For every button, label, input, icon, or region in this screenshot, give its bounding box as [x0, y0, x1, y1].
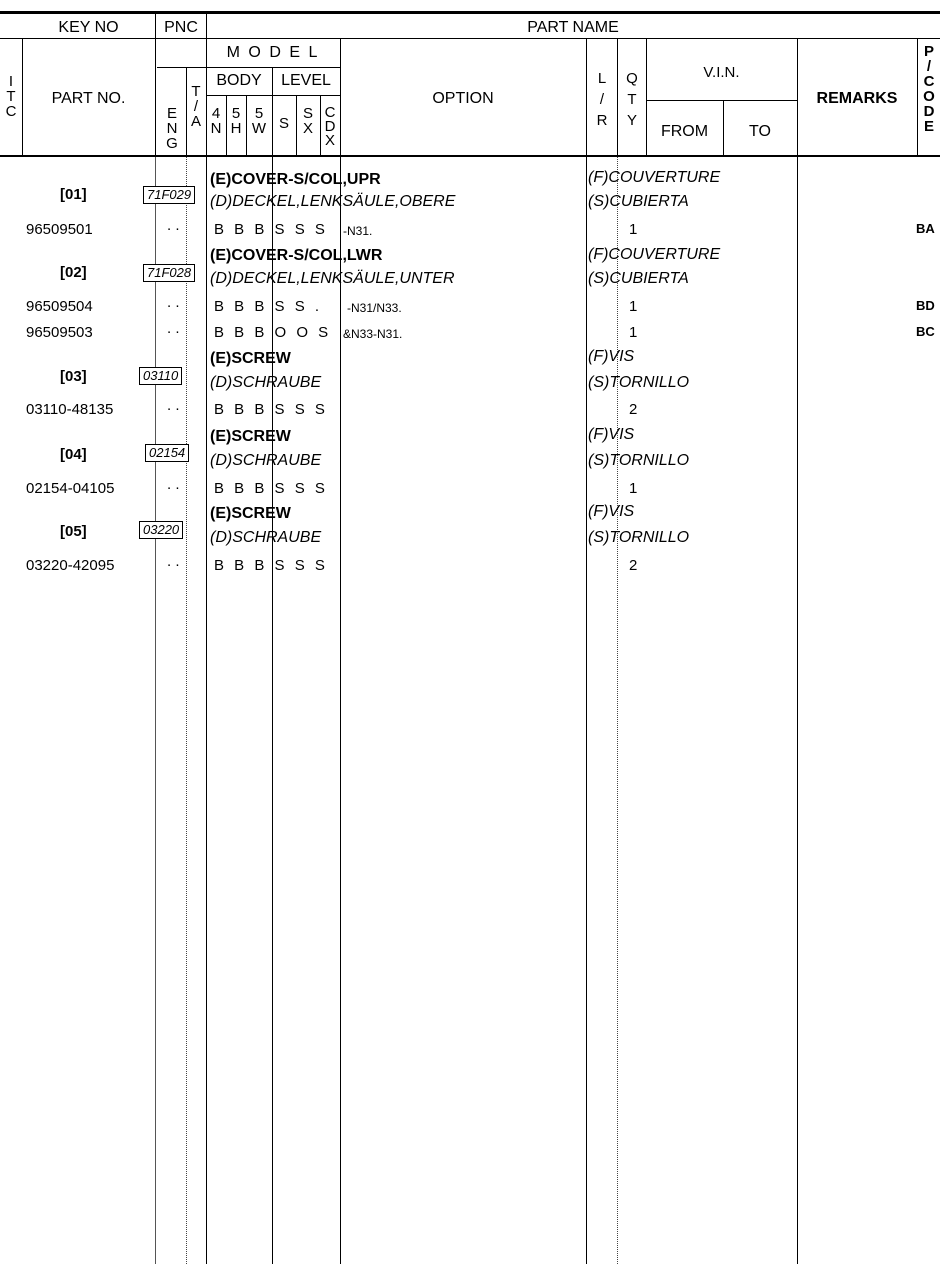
level-col-cdx: C D X [324, 104, 336, 149]
model-codes: B B B O O S [214, 324, 332, 341]
vin-from-header: FROM [660, 123, 709, 140]
name-spanish: (S)CUBIERTA [588, 270, 689, 287]
option-header: OPTION [432, 90, 494, 107]
key-no: [01] [60, 186, 87, 203]
name-french: (F)COUVERTURE [588, 169, 721, 186]
key-no: [03] [60, 368, 87, 385]
name-french: (F)COUVERTURE [588, 246, 721, 263]
quantity: 1 [629, 221, 638, 238]
eng-ta-dots: . . [167, 294, 180, 311]
body-line-option [340, 157, 341, 1264]
eng-ta-dots: . . [167, 553, 180, 570]
name-german: (D)SCHRAUBE [210, 374, 322, 391]
top-rule [0, 11, 940, 14]
model-codes: B B B S S S [214, 557, 328, 574]
name-spanish: (S)TORNILLO [588, 452, 690, 469]
name-spanish: (S)TORNILLO [588, 374, 690, 391]
part-no: 96509501 [26, 221, 93, 238]
model-codes: B B B S S S [214, 221, 328, 238]
body-dotted-ta [186, 157, 187, 1264]
eng-ta-dots: . . [167, 476, 180, 493]
option-code: -N31/N33. [347, 301, 402, 315]
body-col-5h: 5 H [230, 105, 242, 137]
name-german: (D)SCHRAUBE [210, 452, 322, 469]
level-col-s: S [278, 115, 289, 132]
name-french: (F)VIS [588, 503, 635, 520]
quantity: 1 [629, 298, 638, 315]
itc-header: I T C [5, 73, 17, 120]
name-spanish: (S)TORNILLO [588, 529, 690, 546]
level-col-sx: S X [302, 105, 313, 137]
eng-ta-divider [186, 67, 187, 156]
name-german: (D)SCHRAUBE [210, 529, 322, 546]
part-no: 96509503 [26, 324, 93, 341]
pnc-box: 71F029 [143, 186, 195, 204]
pcode: BA [916, 221, 935, 236]
part-no-header: PART NO. [51, 90, 126, 107]
model-codes: B B B S S S [214, 401, 328, 418]
pnc-box: 71F028 [143, 264, 195, 282]
pcode: BC [916, 324, 935, 339]
pnc-divider [155, 12, 156, 156]
lr-header: L / R [596, 70, 608, 129]
eng-ta-dots: . . [167, 320, 180, 337]
name-english: (E)COVER-S/COL,UPR [210, 171, 381, 188]
remarks-header: REMARKS [816, 90, 898, 107]
vin-header: V.I.N. [703, 64, 740, 81]
pnc-box: 02154 [145, 444, 189, 462]
header-rule-1 [0, 38, 940, 39]
key-no: [02] [60, 264, 87, 281]
vin-rule [646, 100, 798, 101]
lr-divider [586, 38, 587, 156]
eng-header: E N G [166, 105, 178, 152]
pcode-header: P / C O D E [923, 43, 935, 135]
header-rule-bottom [0, 155, 940, 157]
pnc-box: 03110 [139, 367, 182, 385]
model-rule [157, 67, 340, 68]
key-no: [05] [60, 523, 87, 540]
part-no: 96509504 [26, 298, 93, 315]
body-header: BODY [216, 72, 262, 89]
name-french: (F)VIS [588, 348, 635, 365]
name-english: (E)SCREW [210, 350, 291, 367]
ta-header: T / A [190, 83, 201, 130]
part-no: 02154-04105 [26, 480, 115, 497]
level-header: LEVEL [281, 72, 331, 89]
key-no-header: KEY NO [58, 19, 119, 36]
name-english: (E)COVER-S/COL,LWR [210, 247, 383, 264]
eng-ta-dots: . . [167, 397, 180, 414]
option-code: -N31. [343, 224, 373, 238]
model-codes: B B B S S . [214, 298, 323, 315]
name-spanish: (S)CUBIERTA [588, 193, 689, 210]
part-name-header: PART NAME [527, 19, 619, 36]
body-line-remarks [797, 157, 798, 1264]
body-dotted-qty [617, 157, 618, 1264]
eng-ta-dots: . . [167, 217, 180, 234]
quantity: 2 [629, 401, 638, 418]
pcode: BD [916, 298, 935, 313]
body-col-4n: 4 N [210, 105, 222, 137]
part-no: 03110-48135 [26, 401, 114, 418]
model-header: M O D E L [226, 44, 320, 61]
quantity: 1 [629, 324, 638, 341]
vin-to-header: TO [749, 123, 771, 140]
pnc-header: PNC [164, 19, 198, 36]
key-no: [04] [60, 446, 87, 463]
body-line-pnc [155, 157, 156, 1264]
qty-divider [617, 38, 618, 156]
body-col-5w: 5 W [251, 105, 267, 137]
pnc-box: 03220 [139, 521, 183, 539]
body-line-name [206, 157, 207, 1264]
name-english: (E)SCREW [210, 505, 291, 522]
name-german: (D)DECKEL,LENKSÄULE,OBERE [210, 193, 456, 210]
model-codes: B B B S S S [214, 480, 328, 497]
part-no: 03220-42095 [26, 557, 115, 574]
quantity: 2 [629, 557, 638, 574]
quantity: 1 [629, 480, 638, 497]
body-line-lr [586, 157, 587, 1264]
qty-header: Q T Y [626, 70, 638, 129]
name-german: (D)DECKEL,LENKSÄULE,UNTER [210, 270, 455, 287]
name-english: (E)SCREW [210, 428, 291, 445]
name-french: (F)VIS [588, 426, 635, 443]
option-code: &N33-N31. [343, 327, 403, 341]
